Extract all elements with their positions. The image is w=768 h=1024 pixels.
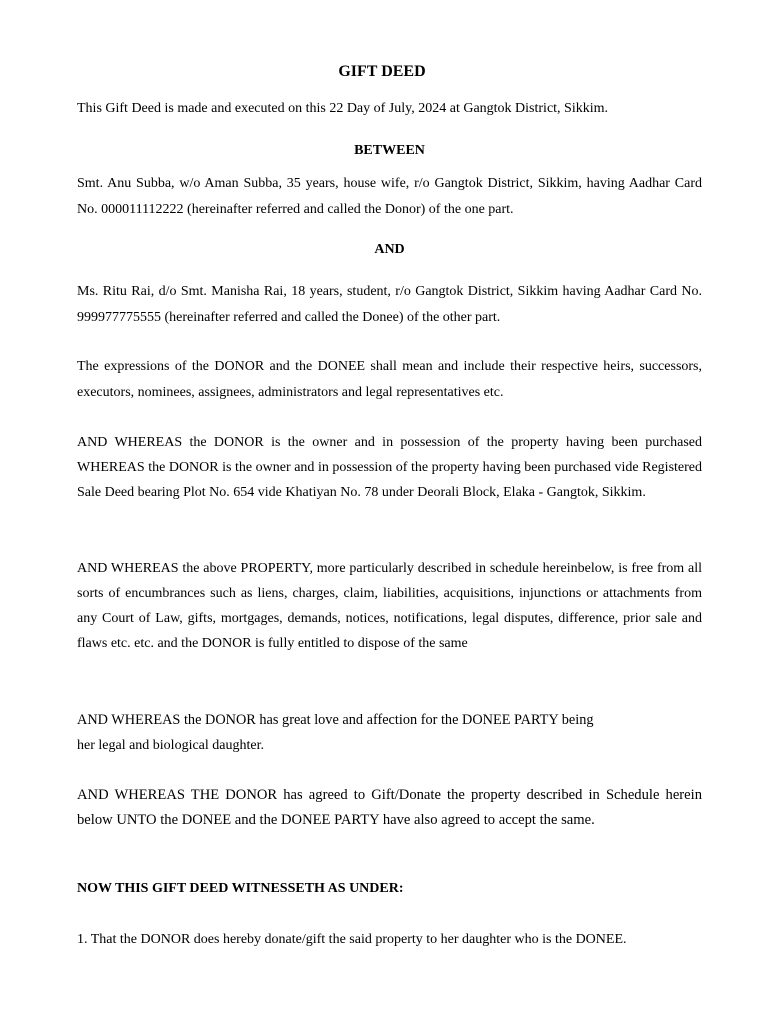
whereas-property-paragraph: AND WHEREAS the above PROPERTY, more particularly described in schedule hereinbelow, is free from all sorts of encumbrances such as liens, charges, claim, liabilities, acquisitions, injunctions or attachments from any Court of Law, gifts, mortgages, demands, notices, notifications, legal disputes, difference, prior sale and flaws etc. etc. and the DONOR is fully entitled to dispose of the same (77, 561, 702, 651)
donee-party-paragraph: Ms. Ritu Rai, d/o Smt. Manisha Rai, 18 years, student, r/o Gangtok District, Sikkim having Aadhar Card No. 999977775555 (hereinafter referred and called the Donee) of the other part. (77, 284, 702, 325)
whereas-love-line-2: her legal and biological daughter. (77, 738, 264, 753)
expressions-paragraph: The expressions of the DONOR and the DONEE shall mean and include their respective heirs, successors, executors, nominees, assignees, administrators and legal representatives etc. (77, 359, 702, 400)
clause-1-paragraph: 1. That the DONOR does hereby donate/gift the said property to her daughter who is the DONEE. (77, 932, 627, 947)
whereas-owner-paragraph: AND WHEREAS the DONOR is the owner and in possession of the property having been purchased WHEREAS the DONOR is the owner and in possession of the property having been purchased vide Registered Sale Deed bearing Plot No. 654 vide Khatiyan No. 78 under Deorali Block, Elaka - Gangtok, Sikkim. (77, 435, 702, 500)
between-heading: BETWEEN (354, 143, 425, 158)
witnesseth-heading: NOW THIS GIFT DEED WITNESSETH AS UNDER: (77, 881, 404, 896)
whereas-agreed-paragraph: AND WHEREAS THE DONOR has agreed to Gift/Donate the property described in Schedule herein below UNTO the DONEE and the DONEE PARTY have also agreed to accept the same. (77, 787, 702, 828)
document-title: GIFT DEED (338, 63, 426, 80)
donor-party-paragraph: Smt. Anu Subba, w/o Aman Subba, 35 years, house wife, r/o Gangtok District, Sikkim, having Aadhar Card No. 000011112222 (hereinafter referred and called the Donor) of the one part. (77, 176, 702, 217)
and-heading: AND (374, 242, 405, 257)
whereas-love-line-1: AND WHEREAS the DONOR has great love and affection for the DONEE PARTY being (77, 712, 594, 728)
intro-paragraph: This Gift Deed is made and executed on this 22 Day of July, 2024 at Gangtok District, Sikkim. (77, 101, 609, 116)
